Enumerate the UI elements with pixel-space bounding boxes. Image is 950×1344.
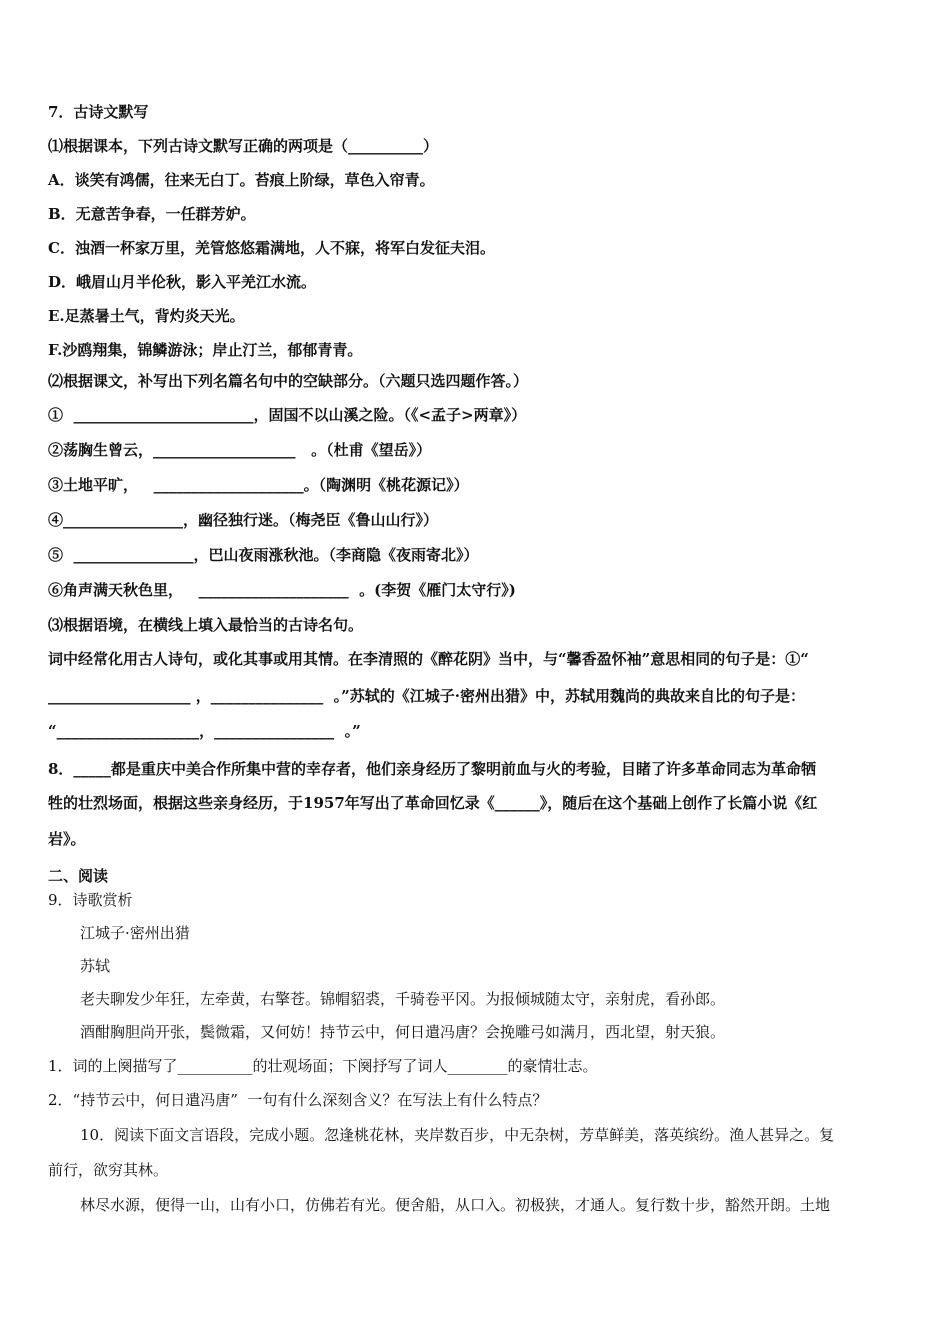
q10-text-1: 10．阅读下面文言语段，完成小题。忽逢桃花林，夹岸数百步，中无杂树，芳草鲜美，落英缤纷。渔人甚异之。复 bbox=[80, 1126, 835, 1144]
q10-text-3: 林尽水源，便得一山，山有小口，仿佛若有光。便舍船，从口入。初极狭，才通人。复行数十步，豁然开朗。土地 bbox=[80, 1196, 831, 1214]
q7-fill-2: ②荡胸生曾云，___________________ 。（杜甫《望岳》） bbox=[48, 441, 432, 459]
q7-option-a: A．谈笑有鸿儒，往来无白丁。苔痕上阶绿，草色入帘青。 bbox=[48, 171, 435, 189]
q7-option-d: D．峨眉山月半伦秋，影入平羌江水流。 bbox=[48, 273, 317, 291]
q7-fill-6: ⑥角声满天秋色里， ____________________ 。(李贺《雁门太守行》) bbox=[48, 581, 516, 599]
poem-line-2: 酒酣胸胆尚开张，鬓微霜，又何妨！持节云中，何日遣冯唐？会挽雕弓如满月，西北望，射天狼。 bbox=[80, 1023, 726, 1041]
q9-sub-2: 2．“持节云中，何日遣冯唐” 一句有什么深刻含义？在写法上有什么特点？ bbox=[48, 1091, 548, 1109]
q7-part3-prompt: ⑶根据语境，在横线上填入最恰当的古诗名句。 bbox=[48, 616, 364, 634]
q7-option-f: F.沙鸥翔集，锦鳞游泳；岸止汀兰，郁郁青青。 bbox=[48, 341, 363, 359]
q7-option-b: B．无意苦争春，一任群芳妒。 bbox=[48, 205, 256, 223]
q7-fill-5: ⑤ ________________，巴山夜雨涨秋池。（李商隐《夜雨寄北》） bbox=[48, 546, 479, 564]
q8-text-3: 岩》。 bbox=[48, 830, 86, 848]
q7-fill-3: ③土地平旷， ____________________。（陶渊明《桃花源记》） bbox=[48, 476, 469, 494]
q8-text-2: 牲的壮烈场面，根据这些亲身经历，于1957年写出了革命回忆录《______》，随后在这个基础上创作了长篇小说《红 bbox=[48, 794, 818, 812]
q7-part2-prompt: ⑵根据课文，补写出下列名篇名句中的空缺部分。（六题只选四题作答。） bbox=[48, 372, 529, 390]
poem-line-1: 老夫聊发少年狂，左牵黄，右擎苍。锦帽貂裘，千骑卷平冈。为报倾城随太守，亲射虎，看孙郎。 bbox=[80, 990, 726, 1008]
q9-sub-1: 1．词的上阕描写了__________的壮观场面；下阕抒写了词人________的豪情壮志。 bbox=[48, 1057, 598, 1075]
q7-fill-1: ① ________________________，固国不以山溪之险。（《<孟子>两章》） bbox=[48, 406, 527, 424]
q7-fill-4: ④________________，幽径独行迷。（梅尧臣《鲁山山行》） bbox=[48, 511, 439, 529]
poem-author: 苏轼 bbox=[80, 957, 111, 975]
q7-option-e: E.足蒸暑土气，背灼炎天光。 bbox=[48, 307, 245, 325]
q7-part3-text-2: ___________________ ，_______________ 。”苏轼的《江城子·密州出猎》中，苏轼用魏尚的典故来自比的句子是： bbox=[48, 687, 806, 705]
q9-title: 9．诗歌赏析 bbox=[48, 891, 133, 909]
section-reading-heading: 二、阅读 bbox=[48, 867, 109, 885]
poem-title: 江城子·密州出猎 bbox=[80, 924, 190, 942]
q8-text-1: 8．_____都是重庆中美合作所集中营的幸存者，他们亲身经历了黎明前血与火的考验，目睹了许多革命同志为革命牺 bbox=[48, 760, 816, 778]
q7-part1-prompt: ⑴根据课本，下列古诗文默写正确的两项是（__________） bbox=[48, 137, 439, 155]
q7-part3-text-1: 词中经常化用古人诗句，或化其事或用其情。在李清照的《醉花阴》当中，与“馨香盈怀袖”意思相同的句子是：①“ bbox=[48, 650, 809, 668]
q7-option-c: C．浊酒一杯家万里，羌管悠悠霜满地，人不寐，将军白发征夫泪。 bbox=[48, 239, 495, 257]
q7-title: 7．古诗文默写 bbox=[48, 103, 149, 121]
q10-text-2: 前行，欲穷其林。 bbox=[48, 1161, 169, 1179]
q7-part3-text-3: “___________________，________________ 。” bbox=[48, 722, 361, 740]
